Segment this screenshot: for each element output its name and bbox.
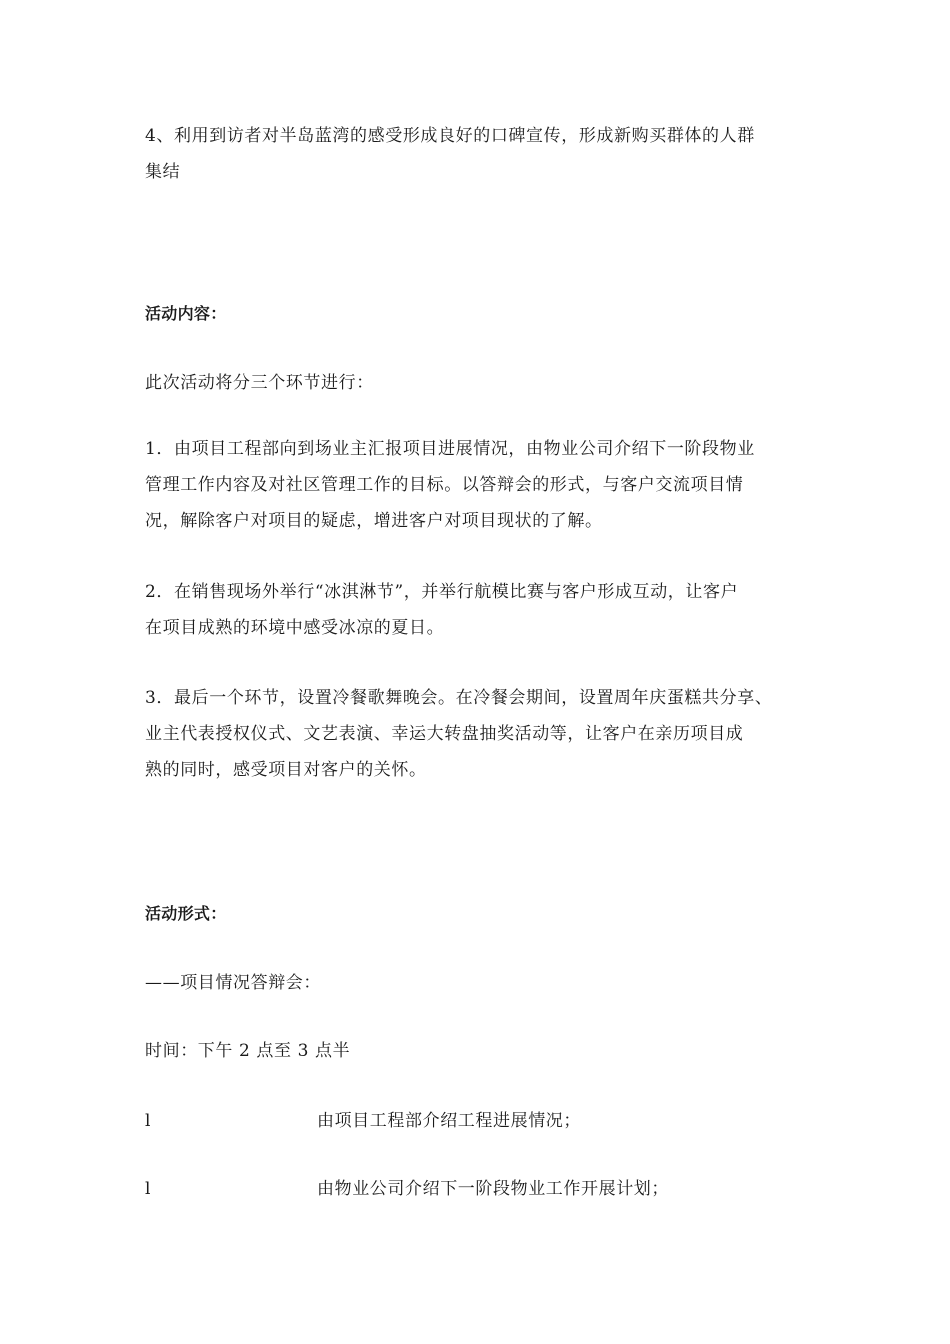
text-line: 1．由项目工程部向到场业主汇报项目进展情况，由物业公司介绍下一阶段物业 bbox=[145, 439, 755, 459]
list-item-text: 由物业公司介绍下一阶段物业工作开展计划； bbox=[317, 1179, 669, 1199]
paragraph-form-subtitle: ——项目情况答辩会： bbox=[145, 973, 321, 993]
paragraph-item-3 bbox=[145, 680, 815, 788]
paragraph-content-intro: 此次活动将分三个环节进行： bbox=[145, 373, 374, 393]
paragraph-item-1 bbox=[145, 431, 815, 539]
section-heading-content: 活动内容： bbox=[145, 304, 227, 323]
text-line: 集结 bbox=[145, 162, 181, 182]
text-line: 况，解除客户对项目的疑虑，增进客户对项目现状的了解。 bbox=[145, 511, 603, 531]
list-item-text: 由项目工程部介绍工程进展情况； bbox=[317, 1111, 581, 1131]
text-line: 管理工作内容及对社区管理工作的目标。以答辩会的形式，与客户交流项目情 bbox=[145, 475, 744, 495]
section-heading-form: 活动形式： bbox=[145, 904, 227, 923]
text-line: 在项目成熟的环境中感受冰凉的夏日。 bbox=[145, 618, 445, 638]
text-line: 4、利用到访者对半岛蓝湾的感受形成良好的口碑宣传，形成新购买群体的人群 bbox=[145, 126, 755, 146]
paragraph-intro bbox=[145, 118, 815, 190]
text-line: 3．最后一个环节，设置冷餐歌舞晚会。在冷餐会期间，设置周年庆蛋糕共分享、 bbox=[145, 688, 773, 708]
text-line: 熟的同时，感受项目对客户的关怀。 bbox=[145, 760, 427, 780]
text-line: 2．在销售现场外举行“冰淇淋节”，并举行航模比赛与客户形成互动，让客户 bbox=[145, 582, 739, 602]
paragraph-time: 时间：下午 2 点至 3 点半 bbox=[145, 1041, 351, 1061]
text-line: 业主代表授权仪式、文艺表演、幸运大转盘抽奖活动等，让客户在亲历项目成 bbox=[145, 724, 744, 744]
paragraph-item-2 bbox=[145, 574, 815, 646]
bullet-mark: l bbox=[145, 1179, 152, 1199]
bullet-mark: l bbox=[145, 1111, 152, 1131]
